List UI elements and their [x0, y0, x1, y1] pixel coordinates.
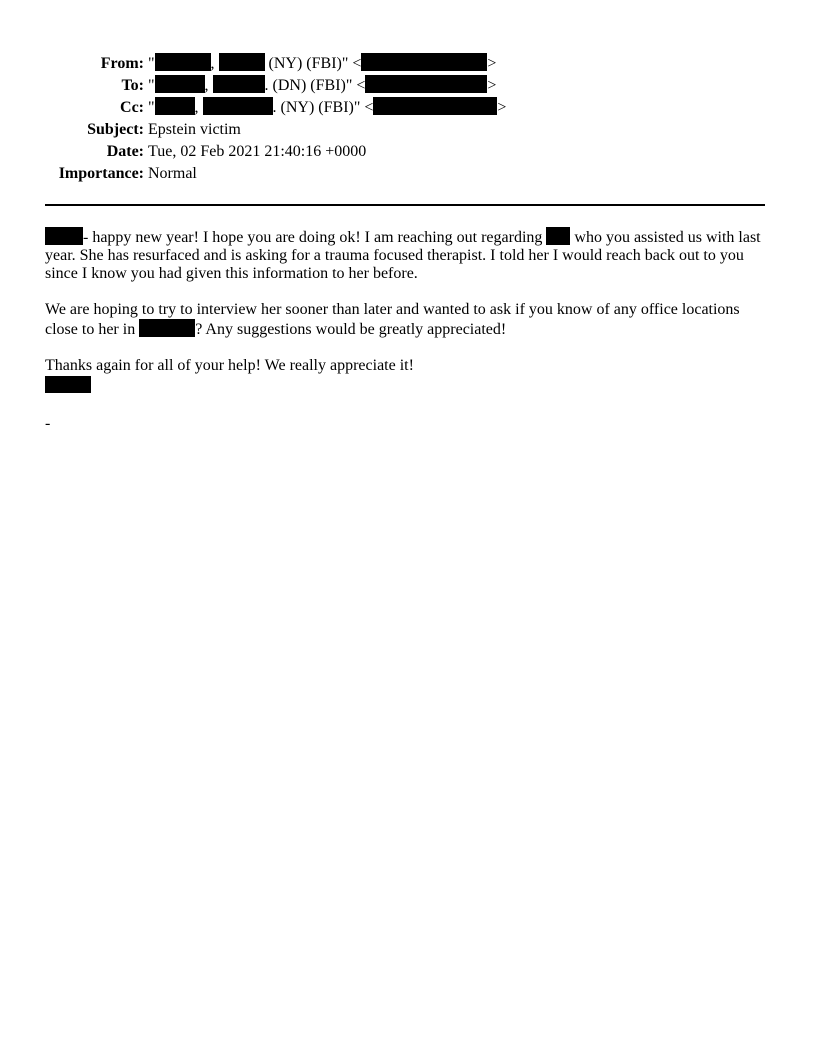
date-row: [0, 141, 816, 163]
cc-label: Cc:: [120, 99, 144, 116]
importance-value: Normal: [148, 165, 197, 182]
to-text-comma: ,: [204, 77, 213, 94]
from-row: [0, 53, 816, 75]
to-text-org: . (DN) (FBI)" <: [264, 77, 366, 94]
redaction-block: [213, 75, 265, 93]
email-body: [45, 227, 770, 433]
redaction-block: [219, 53, 265, 71]
cc-text-comma: ,: [194, 99, 203, 116]
cc-value: [148, 97, 506, 119]
from-text-comma: ,: [210, 55, 219, 72]
to-row: [0, 75, 816, 97]
redaction-block: [155, 53, 211, 71]
redaction-block: [365, 75, 487, 93]
from-text-open-quote: ": [148, 55, 155, 72]
cc-row: [0, 97, 816, 119]
body-paragraph: [45, 227, 770, 283]
subject-label: Subject:: [87, 121, 144, 138]
redaction-block: [361, 53, 487, 71]
body-paragraph: [45, 357, 770, 375]
email-header: [0, 53, 816, 185]
cc-text-open-quote: ": [148, 99, 155, 116]
body-text: Thanks again for all of your help! We really appreciate it!: [45, 357, 414, 374]
cc-text-org: . (NY) (FBI)" <: [272, 99, 374, 116]
body-text: We are hoping to try to interview her sooner than later and wanted to ask if you know of any office locations close to her in: [45, 301, 740, 338]
date-label: Date:: [106, 143, 144, 160]
importance-row: [0, 163, 816, 185]
body-text: - happy new year! I hope you are doing ok! I am reaching out regarding: [83, 229, 547, 246]
from-value: [148, 53, 496, 75]
body-text: who you assisted us with last year. She has resurfaced and is asking for a trauma focused therapist. I told her I would reach back out to you since I know you had given this information to her before.: [45, 229, 761, 282]
redaction-block: [546, 227, 570, 245]
date-value: Tue, 02 Feb 2021 21:40:16 +0000: [148, 143, 367, 160]
subject-value: Epstein victim: [148, 121, 241, 138]
to-text-close: >: [487, 77, 497, 94]
from-text-close: >: [487, 55, 497, 72]
body-paragraph: [45, 301, 770, 339]
header-divider: [45, 204, 765, 206]
importance-label: Importance:: [58, 165, 144, 182]
trailing-dash: -: [45, 415, 51, 432]
redaction-block: [155, 75, 205, 93]
cc-text-close: >: [497, 99, 507, 116]
to-label: To:: [121, 77, 144, 94]
subject-row: [0, 119, 816, 141]
body-text: ? Any suggestions would be greatly appreciated!: [195, 321, 507, 338]
from-label: From:: [100, 55, 144, 72]
to-text-open-quote: ": [148, 77, 155, 94]
signature-redaction-block: [45, 376, 91, 393]
to-value: [148, 75, 496, 97]
redaction-block: [155, 97, 195, 115]
redaction-block: [203, 97, 273, 115]
redaction-block: [45, 227, 83, 245]
from-text-org: (NY) (FBI)" <: [264, 55, 362, 72]
redaction-block: [139, 319, 195, 337]
redaction-block: [373, 97, 497, 115]
